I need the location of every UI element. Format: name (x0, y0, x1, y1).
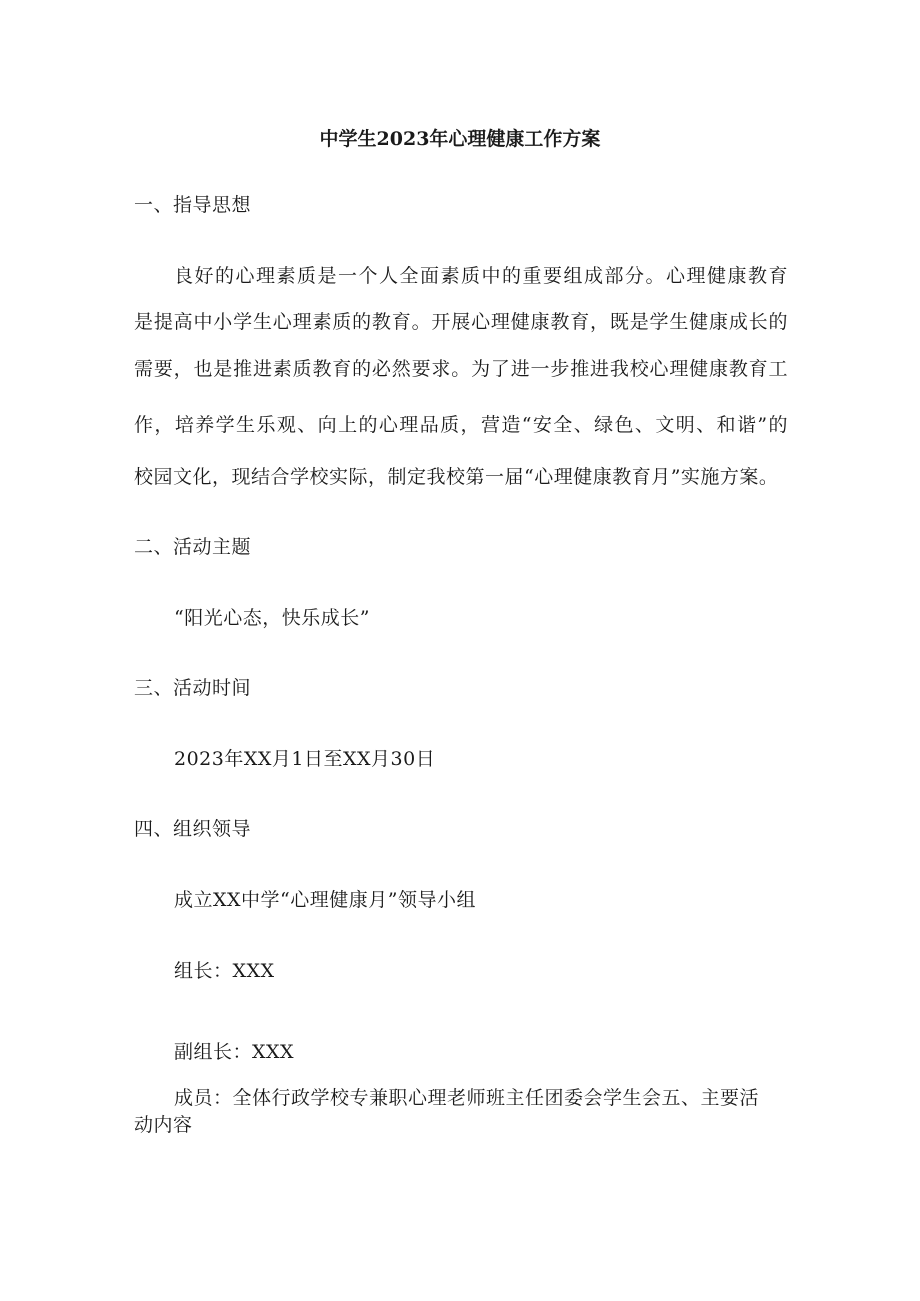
members-text-line: 成员：全体行政学校专兼职心理老师班主任团委会学生会五、主要活 (174, 1087, 760, 1109)
group-leader-text: 组长：XXX (174, 960, 275, 982)
paragraph-line: 校园文化，现结合学校实际，制定我校第一届“心理健康教育月”实施方案。 (134, 466, 779, 488)
paragraph-line: 需要，也是推进素质教育的必然要求。为了进一步推进我校心理健康教育工 (134, 358, 788, 380)
section-heading-organization: 四、组织领导 (134, 818, 252, 840)
activity-time-text: 2023年XX月1日至XX月30日 (174, 748, 436, 770)
activity-theme-text: “阳光心态，快乐成长” (174, 607, 370, 629)
deputy-leader-text: 副组长：XXX (174, 1041, 295, 1063)
section-heading-guiding-ideology: 一、指导思想 (134, 194, 252, 216)
members-text-continuation: 动内容 (134, 1114, 193, 1136)
paragraph-line: 作，培养学生乐观、向上的心理品质，营造“安全、绿色、文明、和谐”的 (134, 414, 788, 436)
paragraph-line: 良好的心理素质是一个人全面素质中的重要组成部分。心理健康教育 (174, 265, 788, 287)
paragraph-line: 是提高中小学生心理素质的教育。开展心理健康教育，既是学生健康成长的 (134, 311, 788, 333)
leadership-group-text: 成立XX中学“心理健康月”领导小组 (174, 889, 476, 911)
section-heading-activity-time: 三、活动时间 (134, 677, 252, 699)
section-heading-activity-theme: 二、活动主题 (134, 536, 252, 558)
document-title: 中学生2023年心理健康工作方案 (319, 128, 601, 150)
